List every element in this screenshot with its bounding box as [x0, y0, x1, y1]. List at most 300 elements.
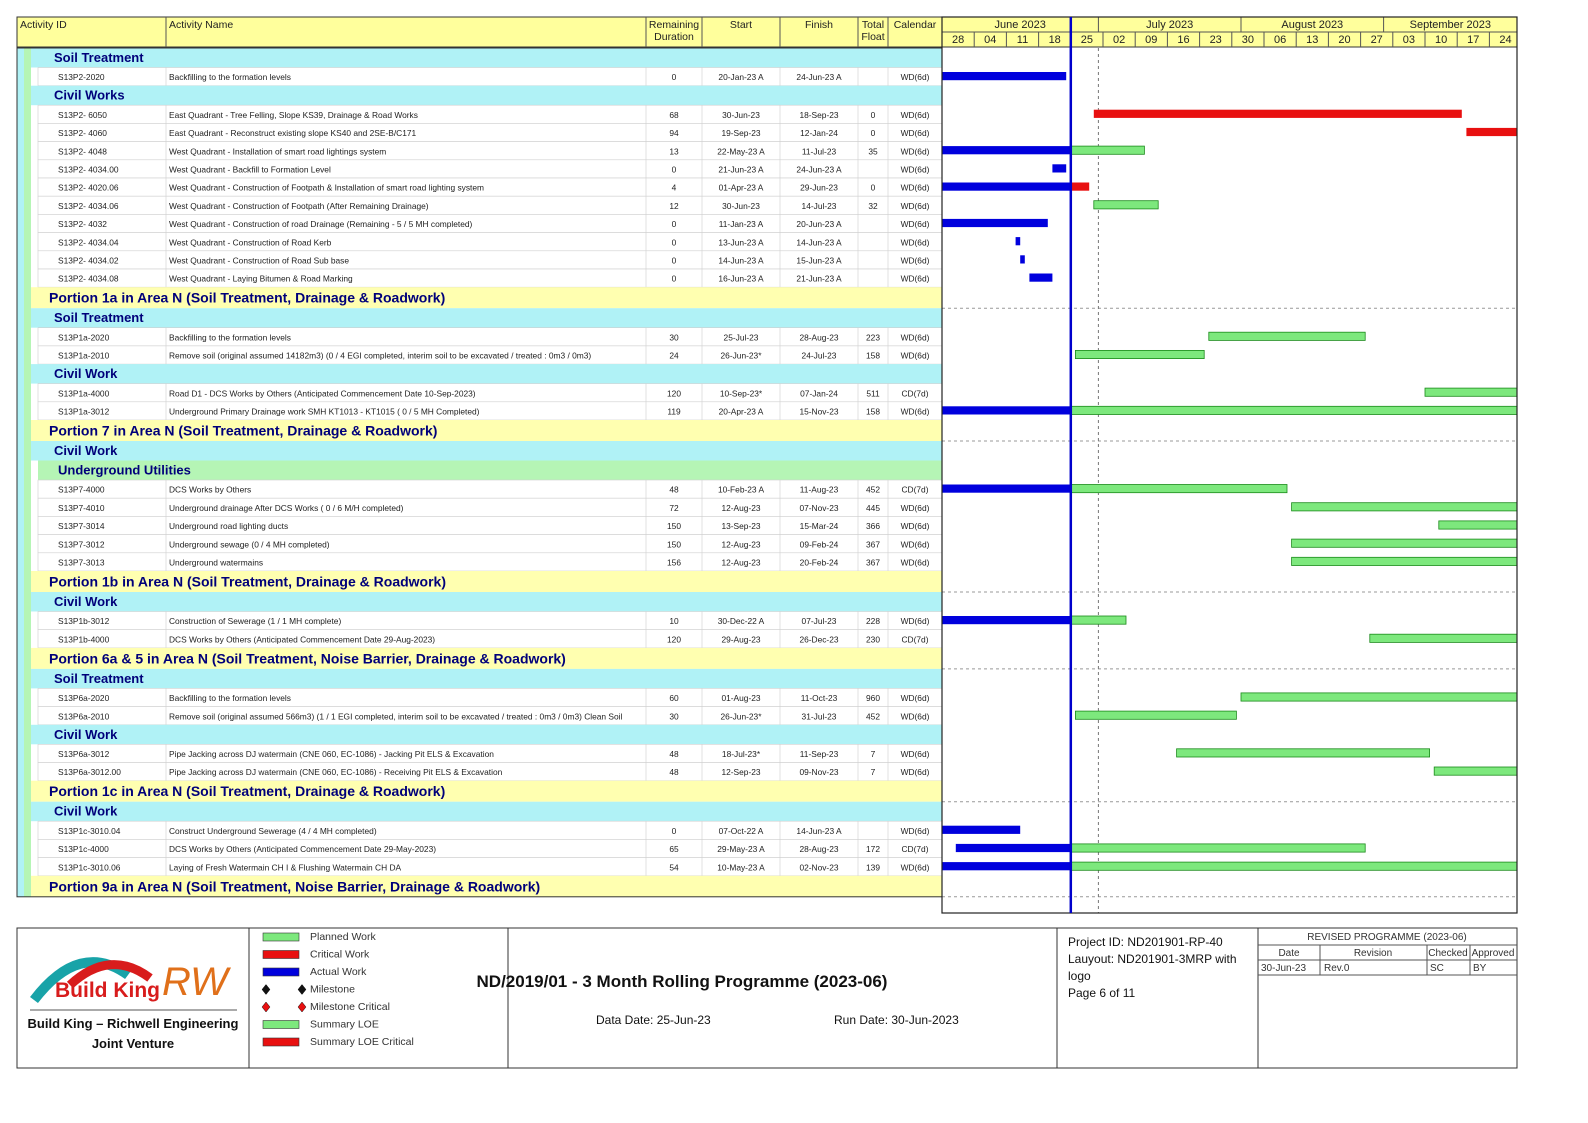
cell-float: 158: [866, 406, 880, 417]
cell-id: S13P1a-3012: [58, 406, 110, 417]
gantt-bar-planned[interactable]: [1094, 201, 1158, 209]
cell-float: 0: [870, 109, 876, 120]
gantt-bar-planned[interactable]: [1292, 539, 1517, 547]
cell-rem: 24: [669, 350, 679, 361]
group-band: [31, 364, 942, 384]
group-band: [31, 48, 942, 68]
gantt-bar-critical[interactable]: [1466, 128, 1517, 136]
table-header: [17, 17, 1517, 47]
group-label: Civil Work: [54, 443, 118, 458]
cell-id: S13P1c-3010.04: [58, 825, 121, 836]
gantt-bar-actual[interactable]: [956, 844, 1071, 852]
gantt-bar-planned[interactable]: [1209, 332, 1365, 340]
legend-swatch: [263, 933, 299, 941]
activity-table: [17, 48, 942, 897]
gantt-bar-actual[interactable]: [942, 72, 1066, 80]
cell-float: 366: [866, 521, 880, 532]
cell-float: 172: [866, 844, 880, 855]
cell-calendar: WD(6d): [900, 749, 930, 759]
cell-start: 12-Aug-23: [721, 502, 761, 513]
cell-finish: 20-Jun-23 A: [796, 219, 842, 230]
cell-calendar: WD(6d): [900, 128, 930, 139]
legend-swatch: [263, 951, 299, 959]
cell-id: S13P2- 6050: [58, 109, 107, 120]
legend-label: Milestone Critical: [310, 1001, 390, 1013]
cell-float: 223: [866, 332, 880, 343]
cell-name: West Quadrant - Installation of smart road lightings system: [169, 146, 387, 157]
group-label: Civil Works: [54, 87, 125, 103]
cell-id: S13P2- 4032: [58, 219, 107, 230]
cell-name: West Quadrant - Construction of Road Kerb: [169, 237, 332, 248]
cell-start: 30-Jun-23: [722, 109, 760, 120]
week-label: 06: [1273, 34, 1287, 46]
cell-calendar: CD(7d): [901, 388, 929, 399]
group-label: Portion 7 in Area N (Soil Treatment, Drainage & Roadwork): [49, 422, 438, 439]
cell-rem: 0: [671, 255, 677, 266]
rev-approved: BY: [1473, 963, 1487, 974]
cell-calendar: WD(6d): [900, 862, 930, 873]
cell-calendar: WD(6d): [900, 825, 930, 836]
cell-id: S13P2- 4034.00: [58, 164, 119, 175]
cell-calendar: WD(6d): [900, 182, 930, 193]
cell-finish: 28-Aug-23: [799, 332, 839, 343]
cell-start: 10-May-23 A: [717, 862, 765, 873]
tree-stripe: [24, 48, 31, 897]
cell-calendar: WD(6d): [900, 502, 930, 513]
cell-name: Backfilling to the formation levels: [169, 693, 291, 704]
cell-calendar: CD(7d): [901, 484, 929, 495]
month-label: July 2023: [1146, 19, 1194, 31]
cell-calendar: WD(6d): [900, 350, 930, 361]
cell-start: 11-Jan-23 A: [718, 219, 764, 230]
cell-rem: 0: [671, 72, 677, 83]
gantt-bar-planned[interactable]: [1292, 557, 1517, 565]
report-title: ND/2019/01 - 3 Month Rolling Programme (2023-06): [476, 972, 888, 991]
cell-id: S13P6a-3012.00: [58, 767, 121, 778]
cell-id: S13P6a-2020: [58, 693, 110, 704]
cell-id: S13P1a-4000: [58, 388, 110, 399]
week-label: 11: [1016, 34, 1029, 46]
cell-rem: 12: [669, 200, 679, 211]
cell-id: S13P1b-4000: [58, 634, 110, 645]
cell-finish: 12-Jan-24: [800, 128, 838, 139]
gantt-bar-planned[interactable]: [1075, 350, 1204, 358]
cell-finish: 24-Jun-23 A: [796, 164, 842, 175]
cell-id: S13P2-2020: [58, 72, 105, 83]
cell-finish: 02-Nov-23: [799, 862, 839, 873]
cell-id: S13P7-3013: [58, 557, 105, 568]
rev-date: 30-Jun-23: [1261, 963, 1307, 974]
gantt-bar-actual[interactable]: [942, 826, 1020, 834]
cell-finish: 20-Feb-24: [799, 557, 839, 568]
col-header-float: Total Float: [861, 19, 885, 43]
cell-finish: 09-Feb-24: [799, 539, 839, 550]
week-label: 18: [1048, 34, 1061, 46]
gantt-bar-actual[interactable]: [942, 406, 1071, 414]
group-label: Civil Work: [54, 726, 118, 742]
cell-name: Remove soil (original assumed 14182m3) (0 / 4 EGI completed, interim soil to be excavated / treated : 0m3 / 0m3): [169, 350, 592, 361]
cell-rem: 0: [671, 273, 677, 284]
cell-rem: 4: [671, 182, 677, 193]
gantt-bar-planned[interactable]: [1075, 711, 1236, 719]
cell-rem: 0: [671, 219, 677, 230]
gantt-bar-actual[interactable]: [942, 616, 1071, 624]
gantt-bar-actual[interactable]: [1016, 237, 1021, 245]
week-label: 25: [1080, 34, 1094, 46]
cell-finish: 14-Jun-23 A: [796, 825, 842, 836]
group-label: Civil Work: [54, 594, 118, 609]
legend-label: Milestone: [310, 983, 355, 996]
cell-name: DCS Works by Others (Anticipated Commencement Date 29-Aug-2023): [169, 634, 436, 645]
cell-finish: 28-Aug-23: [799, 844, 839, 855]
cell-name: West Quadrant - Construction of Road Sub base: [169, 255, 350, 266]
cell-float: 452: [866, 711, 880, 722]
cell-name: Remove soil (original assumed 566m3) (1 / 1 EGI completed, interim soil to be excavated / treated : 0m3 / 0m3) Clean Soil: [169, 711, 623, 722]
gantt-bar-actual[interactable]: [942, 183, 1071, 191]
cell-float: 511: [866, 388, 880, 399]
logo-rw-mark: RW: [162, 960, 228, 1004]
cell-calendar: WD(6d): [900, 146, 930, 157]
week-label: 02: [1112, 34, 1126, 46]
cell-calendar: WD(6d): [900, 521, 930, 532]
cell-finish: 07-Nov-23: [799, 502, 839, 513]
cell-id: S13P2- 4034.02: [58, 255, 119, 266]
cell-start: 20-Jan-23 A: [718, 72, 764, 83]
rev-number: Rev.0: [1324, 963, 1350, 974]
cell-name: East Quadrant - Reconstruct existing slope KS40 and 2SE-B/C171: [169, 128, 417, 139]
run-date-text: Run Date: 30-Jun-2023: [834, 1013, 959, 1027]
group-label: Civil Work: [54, 366, 118, 382]
week-label: 04: [984, 34, 997, 46]
cell-start: 26-Jun-23*: [720, 711, 762, 722]
cell-name: Laying of Fresh Watermain CH I & Flushing Watermain CH DA: [169, 862, 402, 873]
cell-rem: 119: [667, 406, 681, 417]
gantt-bar-planned[interactable]: [1292, 503, 1517, 511]
cell-finish: 14-Jun-23 A: [796, 237, 842, 248]
cell-calendar: WD(6d): [900, 406, 930, 417]
month-label: June 2023: [994, 19, 1046, 31]
cell-calendar: CD(7d): [901, 634, 929, 645]
gantt-bar-actual[interactable]: [1052, 164, 1066, 172]
cell-name: Underground watermains: [169, 557, 264, 568]
gantt-bar-planned[interactable]: [1370, 634, 1517, 642]
cell-rem: 68: [669, 109, 679, 120]
logo-line2: Joint Venture: [91, 1036, 175, 1051]
cell-name: Construction of Sewerage (1 / 1 MH complete): [169, 616, 342, 627]
cell-rem: 48: [669, 767, 679, 778]
cell-finish: 11-Jul-23: [801, 146, 837, 157]
group-band: [31, 802, 942, 822]
cell-id: S13P7-3012: [58, 539, 105, 550]
cell-rem: 60: [669, 693, 679, 704]
cell-rem: 150: [667, 521, 681, 532]
cell-finish: 11-Aug-23: [799, 484, 839, 495]
cell-id: S13P2- 4020.06: [58, 182, 119, 193]
gantt-bar-actual[interactable]: [942, 219, 1048, 227]
logo-line1: Build King – Richwell Engineering: [27, 1016, 239, 1031]
cell-start: 19-Sep-23: [721, 128, 761, 139]
legend-swatch: [263, 1038, 299, 1046]
month-label: August 2023: [1281, 19, 1344, 31]
cell-finish: 29-Jun-23: [800, 182, 838, 193]
cell-finish: 15-Nov-23: [799, 406, 839, 417]
cell-rem: 48: [669, 484, 679, 495]
cell-id: S13P2- 4048: [58, 146, 107, 157]
group-label: Portion 6a & 5 in Area N (Soil Treatment, Noise Barrier, Drainage & Roadwork): [49, 650, 566, 667]
group-label: Portion 9a in Area N (Soil Treatment, Noise Barrier, Drainage & Roadwork): [49, 878, 541, 895]
gantt-bar-actual[interactable]: [942, 862, 1071, 870]
gantt-bar-planned[interactable]: [1434, 767, 1517, 775]
cell-id: S13P2- 4034.04: [58, 237, 119, 248]
cell-name: Pipe Jacking across DJ watermain (CNE 060, EC-1086) - Jacking Pit ELS & Excavation: [169, 749, 494, 759]
cell-rem: 10: [669, 616, 679, 627]
cell-name: Road D1 - DCS Works by Others (Anticipated Commencement Date 10-Sep-2023): [169, 388, 476, 399]
cell-calendar: CD(7d): [901, 844, 929, 855]
tree-stripe: [17, 48, 24, 897]
group-label: Portion 1c in Area N (Soil Treatment, Drainage & Roadwork): [49, 783, 446, 800]
cell-rem: 54: [669, 862, 679, 873]
layout-line1: Lauyout: ND201901-3MRP with: [1068, 952, 1237, 966]
cell-start: 20-Apr-23 A: [718, 406, 764, 417]
cell-start: 12-Aug-23: [721, 557, 761, 568]
cell-rem: 72: [669, 502, 679, 513]
cell-start: 16-Jun-23 A: [718, 273, 764, 284]
cell-name: Backfilling to the formation levels: [169, 72, 291, 83]
cell-start: 01-Apr-23 A: [718, 182, 764, 193]
cell-finish: 07-Jul-23: [801, 616, 837, 627]
week-label: 17: [1467, 34, 1480, 46]
gantt-bar-planned[interactable]: [1071, 406, 1517, 414]
cell-id: S13P1b-3012: [58, 616, 110, 627]
cell-calendar: WD(6d): [900, 164, 930, 175]
week-label: 09: [1145, 34, 1158, 46]
cell-id: S13P1c-4000: [58, 844, 109, 855]
cell-start: 10-Feb-23 A: [717, 484, 765, 495]
group-band: [31, 592, 942, 612]
col-header-start: Start: [729, 19, 753, 31]
cell-float: 7: [870, 749, 876, 759]
cell-start: 18-Jul-23*: [721, 749, 761, 759]
col-header-calendar: Calendar: [893, 19, 937, 31]
cell-float: 0: [870, 182, 876, 193]
week-label: 10: [1434, 34, 1448, 46]
gantt-bar-actual[interactable]: [942, 146, 1071, 154]
cell-id: S13P7-3014: [58, 521, 105, 532]
cell-id: S13P7-4000: [58, 484, 105, 495]
cell-float: 367: [866, 539, 880, 550]
cell-start: 13-Sep-23: [721, 521, 761, 532]
cell-calendar: WD(6d): [900, 200, 930, 211]
gantt-bar-planned[interactable]: [1071, 146, 1145, 154]
cell-name: Construct Underground Sewerage (4 / 4 MH completed): [169, 825, 377, 836]
week-label: 23: [1209, 34, 1222, 46]
cell-rem: 120: [667, 388, 681, 399]
cell-rem: 0: [671, 237, 677, 248]
cell-calendar: WD(6d): [900, 616, 930, 627]
legend-label: Summary LOE Critical: [310, 1036, 414, 1048]
cell-start: 13-Jun-23 A: [718, 237, 764, 248]
cell-start: 29-Aug-23: [721, 634, 761, 645]
group-band: [31, 725, 942, 745]
rev-checked: SC: [1430, 963, 1444, 974]
cell-id: S13P1c-3010.06: [58, 862, 121, 873]
group-label: Portion 1b in Area N (Soil Treatment, Drainage & Roadwork): [49, 573, 446, 590]
cell-finish: 24-Jul-23: [801, 350, 837, 361]
cell-float: 32: [868, 200, 878, 211]
gantt-bar-planned[interactable]: [1071, 485, 1287, 493]
cell-float: 367: [866, 557, 880, 568]
cell-rem: 150: [667, 539, 681, 550]
cell-id: S13P1a-2020: [58, 332, 110, 343]
gantt-bar-actual[interactable]: [942, 485, 1071, 493]
cell-finish: 31-Jul-23: [801, 711, 837, 722]
cell-calendar: WD(6d): [900, 539, 930, 550]
cell-name: Underground drainage After DCS Works ( 0 / 6 M/H completed): [169, 502, 404, 513]
cell-calendar: WD(6d): [900, 273, 930, 284]
gantt-bar-planned[interactable]: [1241, 693, 1517, 701]
cell-id: S13P2- 4060: [58, 128, 107, 139]
week-label: 13: [1306, 34, 1319, 46]
cell-rem: 13: [669, 146, 679, 157]
cell-finish: 14-Jul-23: [801, 200, 837, 211]
cell-calendar: WD(6d): [900, 219, 930, 230]
week-label: 03: [1402, 34, 1416, 46]
cell-rem: 94: [669, 128, 679, 139]
group-band: [31, 441, 942, 461]
week-label: 20: [1338, 34, 1351, 46]
cell-calendar: WD(6d): [900, 72, 930, 83]
cell-name: DCS Works by Others: [169, 484, 252, 495]
cell-float: 445: [866, 502, 880, 513]
cell-name: Pipe Jacking across DJ watermain (CNE 060, EC-1086) - Receiving Pit ELS & Excavation: [169, 767, 503, 778]
cell-calendar: WD(6d): [900, 767, 930, 778]
cell-start: 25-Jul-23: [723, 332, 759, 343]
cell-finish: 11-Sep-23: [799, 749, 839, 759]
data-date-text: Data Date: 25-Jun-23: [596, 1013, 711, 1027]
cell-float: 35: [868, 146, 878, 157]
group-label: Portion 1a in Area N (Soil Treatment, Drainage & Roadwork): [49, 289, 446, 306]
group-band: [31, 86, 942, 106]
month-label: September 2023: [1409, 19, 1491, 31]
cell-rem: 48: [669, 749, 679, 759]
cell-start: 14-Jun-23 A: [718, 255, 764, 266]
cell-name: West Quadrant - Laying Bitumen & Road Marking: [169, 273, 353, 284]
cell-name: West Quadrant - Construction of Footpath (After Remaining Drainage): [169, 200, 429, 211]
page-number: Page 6 of 11: [1068, 986, 1136, 1000]
cell-float: 452: [866, 484, 880, 495]
group-label: Soil Treatment: [54, 50, 144, 65]
cell-float: 0: [870, 128, 876, 139]
week-label: 24: [1499, 34, 1512, 46]
cell-float: 7: [870, 767, 876, 778]
gantt-bar-planned[interactable]: [1071, 862, 1517, 870]
cell-name: Underground sewage (0 / 4 MH completed): [169, 539, 330, 550]
gantt-bar-critical[interactable]: [1094, 110, 1462, 118]
cell-start: 01-Aug-23: [721, 693, 761, 704]
cell-name: Underground Primary Drainage work SMH KT1013 - KT1015 ( 0 / 5 MH Completed): [169, 406, 480, 417]
cell-finish: 15-Mar-24: [799, 521, 839, 532]
cell-float: 228: [866, 616, 880, 627]
cell-name: Underground road lighting ducts: [169, 521, 289, 532]
col-header-rem: Remaining Duration: [648, 19, 700, 43]
cell-rem: 156: [667, 557, 681, 568]
cell-finish: 15-Jun-23 A: [796, 255, 842, 266]
cell-start: 21-Jun-23 A: [718, 164, 764, 175]
cell-start: 30-Dec-22 A: [717, 616, 765, 627]
cell-id: S13P2- 4034.06: [58, 200, 119, 211]
cell-start: 26-Jun-23*: [720, 350, 762, 361]
rev-h-checked: Checked: [1428, 948, 1468, 959]
gantt-bar-actual[interactable]: [1020, 255, 1025, 263]
group-label: Underground Utilities: [58, 462, 191, 478]
cell-start: 29-May-23 A: [717, 844, 765, 855]
cell-calendar: WD(6d): [900, 255, 930, 266]
cell-calendar: WD(6d): [900, 237, 930, 248]
gantt-bar-planned[interactable]: [1071, 616, 1126, 624]
legend-label: Summary LOE: [310, 1018, 379, 1031]
revision-title: REVISED PROGRAMME (2023-06): [1307, 932, 1467, 943]
rev-h-revision: Revision: [1353, 948, 1393, 959]
cell-id: S13P6a-2010: [58, 711, 110, 722]
cell-start: 07-Oct-22 A: [718, 825, 764, 836]
week-label: 30: [1241, 34, 1255, 46]
group-band: [31, 669, 942, 689]
cell-finish: 21-Jun-23 A: [796, 273, 842, 284]
cell-name: East Quadrant - Tree Felling, Slope KS39, Drainage & Road Works: [169, 109, 418, 120]
legend-swatch: [263, 1021, 299, 1029]
cell-name: West Quadrant - Construction of Footpath & Installation of smart road lighting system: [169, 182, 484, 193]
cell-calendar: WD(6d): [900, 109, 930, 120]
cell-id: S13P2- 4034.08: [58, 273, 119, 284]
gantt-bar-planned[interactable]: [1071, 844, 1365, 852]
group-band: [31, 308, 942, 328]
cell-name: West Quadrant - Construction of road Drainage (Remaining - 5 / 5 MH completed): [169, 219, 473, 230]
gantt-bar-planned[interactable]: [1439, 521, 1517, 529]
project-id: Project ID: ND201901-RP-40: [1068, 935, 1223, 949]
gantt-bar-critical[interactable]: [1071, 183, 1089, 191]
cell-start: 12-Sep-23: [721, 767, 761, 778]
cell-rem: 0: [671, 164, 677, 175]
legend-label: Critical Work: [310, 948, 370, 961]
cell-float: 139: [866, 862, 880, 873]
gantt-bar-planned[interactable]: [1177, 749, 1430, 757]
footer: [17, 928, 1517, 1068]
cell-rem: 0: [671, 825, 677, 836]
cell-name: Backfilling to the formation levels: [169, 332, 291, 343]
cell-start: 12-Aug-23: [721, 539, 761, 550]
week-label: 16: [1177, 34, 1190, 46]
cell-name: DCS Works by Others (Anticipated Commencement Date 29-May-2023): [169, 844, 437, 855]
gantt-bar-planned[interactable]: [1425, 388, 1517, 396]
legend-label: Actual Work: [310, 966, 367, 978]
cell-finish: 11-Oct-23: [800, 693, 838, 704]
cell-rem: 120: [667, 634, 681, 645]
col-header-finish: Finish: [804, 19, 834, 31]
cell-float: 158: [866, 350, 880, 361]
group-label: Civil Work: [54, 803, 118, 819]
cell-rem: 30: [669, 332, 679, 343]
week-label: 28: [951, 34, 965, 46]
gantt-bar-actual[interactable]: [1029, 274, 1052, 282]
rev-h-date: Date: [1278, 948, 1300, 959]
cell-float: 230: [866, 634, 880, 645]
group-label: Soil Treatment: [54, 310, 144, 326]
cell-calendar: WD(6d): [900, 711, 930, 722]
cell-id: S13P6a-3012: [58, 749, 110, 759]
cell-name: West Quadrant - Backfill to Formation Level: [169, 164, 331, 175]
cell-id: S13P7-4010: [58, 502, 105, 513]
cell-start: 10-Sep-23*: [719, 388, 763, 399]
